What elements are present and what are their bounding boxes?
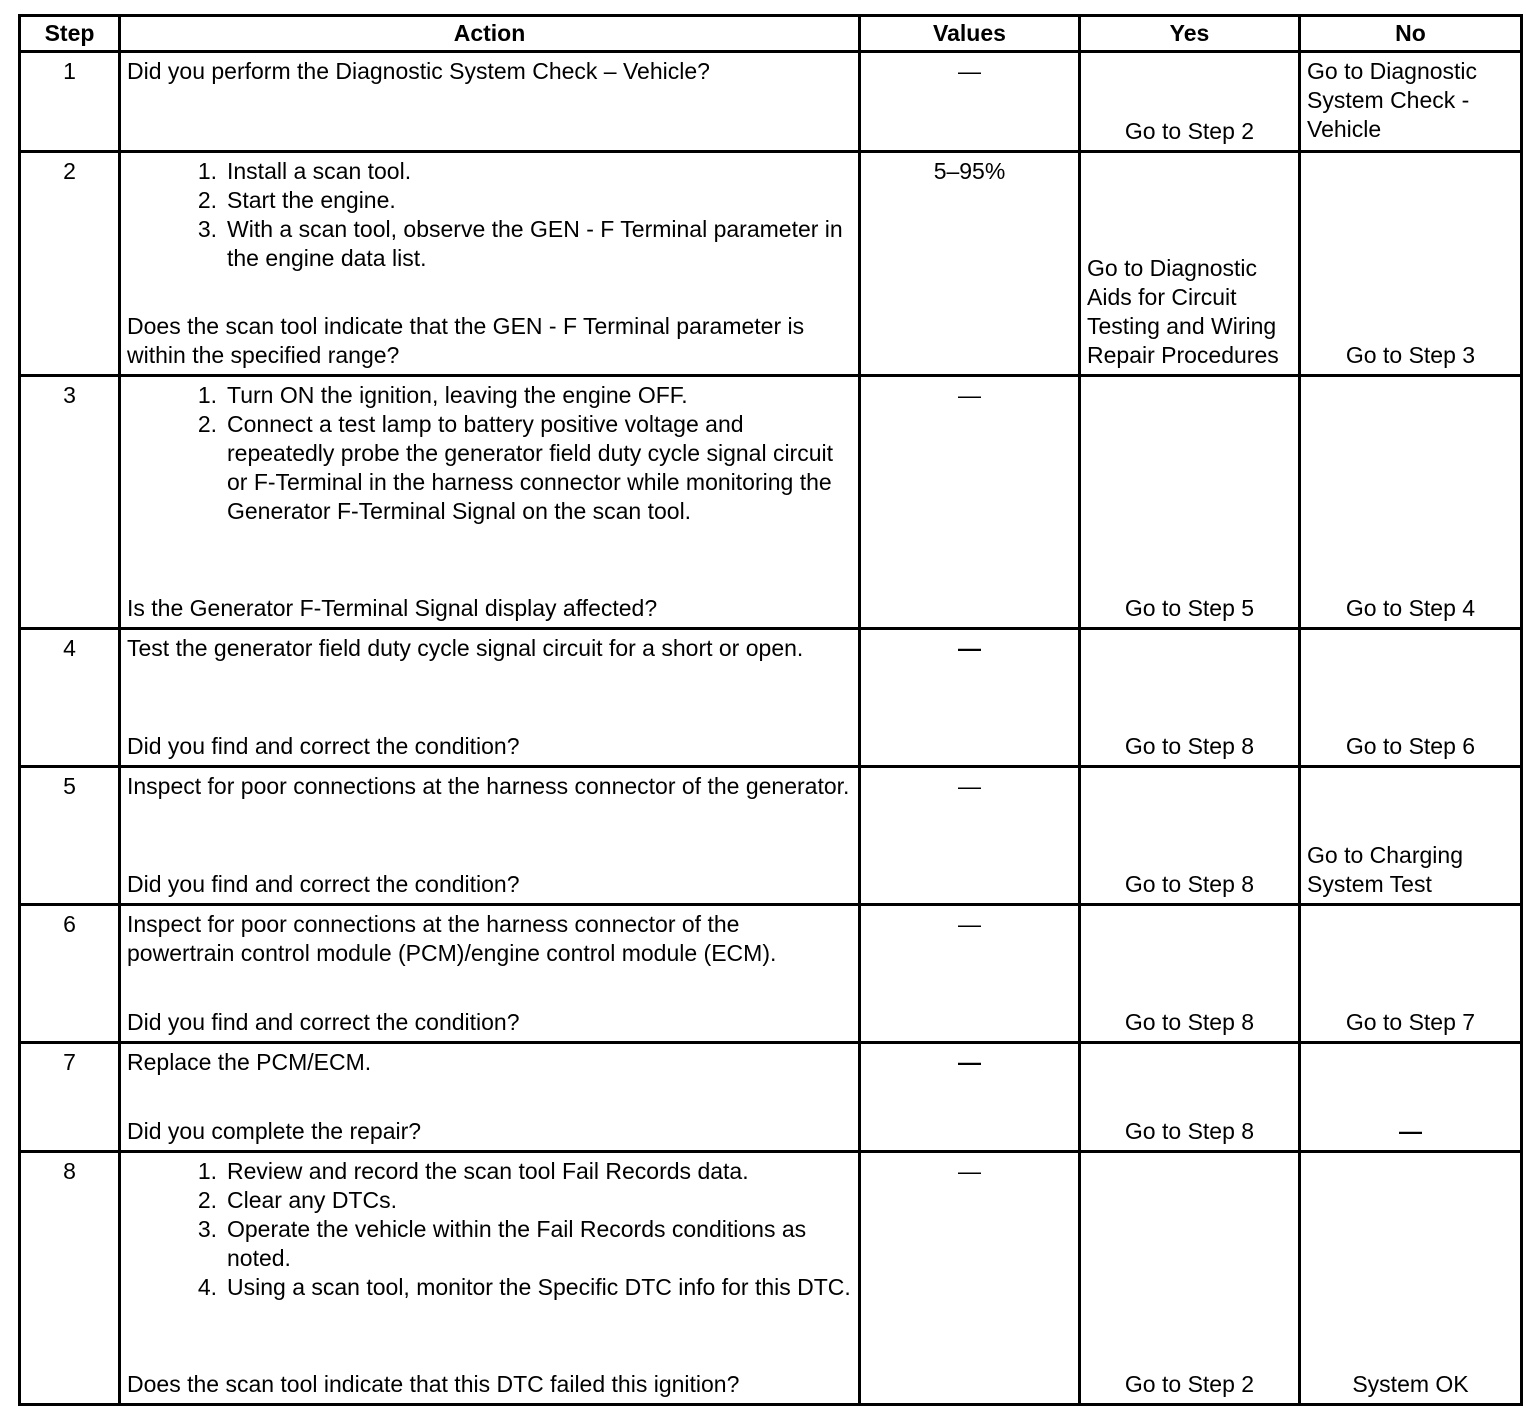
yes-cell <box>1080 905 1300 1043</box>
yes-cell <box>1080 152 1300 376</box>
values-cell: — <box>860 1152 1080 1405</box>
step-number: 2 <box>20 152 120 376</box>
action-question: Is the Generator F-Terminal Signal display affected? <box>127 595 658 621</box>
table-row <box>20 152 1522 376</box>
yes-link[interactable]: Go to Step 8 <box>1124 733 1255 759</box>
header-row <box>20 16 1522 52</box>
table-row <box>20 376 1522 629</box>
list-item: 2. Connect a test lamp to battery positive voltage and repeatedly probe the generator field duty cycle signal circuit or F-Terminal in the harness connector while monitoring the Generator F-Terminal Signal on the scan tool. <box>197 411 834 524</box>
values-cell: — <box>860 629 1080 767</box>
no-value: System OK <box>1352 1371 1469 1397</box>
list-item: 3. With a scan tool, observe the GEN - F Terminal parameter in the engine data list. <box>197 216 843 271</box>
action-cell <box>120 376 860 629</box>
values-cell: — <box>860 52 1080 152</box>
yes-link[interactable]: Go to Step 8 <box>1124 1118 1255 1144</box>
table-row <box>20 52 1522 152</box>
action-steps-list <box>127 1157 852 1302</box>
values-cell: — <box>860 376 1080 629</box>
yes-link[interactable]: Go to Step 8 <box>1124 1009 1255 1035</box>
action-text: Test the generator field duty cycle signal circuit for a short or open. <box>127 635 804 661</box>
action-question: Does the scan tool indicate that this DTC failed this ignition? <box>127 1371 740 1397</box>
list-item: 2. Start the engine. <box>197 187 396 213</box>
action-cell <box>120 1152 860 1405</box>
yes-cell <box>1080 1043 1300 1152</box>
action-question: Did you find and correct the condition? <box>127 1009 520 1035</box>
header-step: Step <box>20 16 120 52</box>
list-item: 1. Turn ON the ignition, leaving the engine OFF. <box>197 382 688 408</box>
no-cell <box>1300 905 1522 1043</box>
step-number: 3 <box>20 376 120 629</box>
table-row <box>20 767 1522 905</box>
list-item: 2. Clear any DTCs. <box>197 1187 397 1213</box>
yes-cell <box>1080 376 1300 629</box>
yes-cell <box>1080 629 1300 767</box>
no-link[interactable]: Go to Diagnostic System Check - Vehicle <box>1307 58 1478 142</box>
no-link[interactable]: Go to Step 6 <box>1345 733 1476 759</box>
step-number: 6 <box>20 905 120 1043</box>
yes-cell <box>1080 1152 1300 1405</box>
action-cell <box>120 1043 860 1152</box>
diagnostic-table <box>18 14 1523 1406</box>
yes-link[interactable]: Go to Step 8 <box>1124 871 1255 897</box>
action-steps-list <box>127 157 852 273</box>
no-link[interactable]: Go to Step 7 <box>1345 1009 1476 1035</box>
step-number: 8 <box>20 1152 120 1405</box>
action-text: Replace the PCM/ECM. <box>127 1049 372 1075</box>
list-item: 1. Install a scan tool. <box>197 158 412 184</box>
yes-cell <box>1080 767 1300 905</box>
action-cell <box>120 905 860 1043</box>
values-cell: — <box>860 1043 1080 1152</box>
no-value: — <box>1399 1118 1422 1144</box>
table-row <box>20 1043 1522 1152</box>
no-link[interactable]: Go to Step 4 <box>1345 595 1476 621</box>
step-number: 5 <box>20 767 120 905</box>
table-row <box>20 1152 1522 1405</box>
step-number: 1 <box>20 52 120 152</box>
action-cell <box>120 629 860 767</box>
no-link[interactable]: Go to Step 3 <box>1345 342 1476 368</box>
table-row <box>20 905 1522 1043</box>
step-number: 4 <box>20 629 120 767</box>
no-link[interactable]: Go to Charging System Test <box>1307 842 1463 897</box>
header-yes: Yes <box>1080 16 1300 52</box>
action-steps-list <box>127 381 852 526</box>
no-cell <box>1300 1152 1522 1405</box>
yes-link[interactable]: Go to Diagnostic Aids for Circuit Testing and Wiring Repair Procedures <box>1087 255 1279 368</box>
header-values: Values <box>860 16 1080 52</box>
action-cell <box>120 52 860 152</box>
yes-link[interactable]: Go to Step 2 <box>1124 118 1255 144</box>
action-question: Did you find and correct the condition? <box>127 871 520 897</box>
no-cell <box>1300 629 1522 767</box>
action-question: Did you complete the repair? <box>127 1118 422 1144</box>
table-row <box>20 629 1522 767</box>
list-item: 4. Using a scan tool, monitor the Specific DTC info for this DTC. <box>197 1274 851 1300</box>
values-cell: — <box>860 767 1080 905</box>
no-cell <box>1300 152 1522 376</box>
step-number: 7 <box>20 1043 120 1152</box>
list-item: 3. Operate the vehicle within the Fail Records conditions as noted. <box>197 1216 807 1271</box>
action-cell <box>120 152 860 376</box>
header-action: Action <box>120 16 860 52</box>
yes-cell <box>1080 52 1300 152</box>
action-text: Inspect for poor connections at the harness connector of the powertrain control module (PCM)/engine control module (ECM). <box>127 911 777 966</box>
header-no: No <box>1300 16 1522 52</box>
no-cell <box>1300 376 1522 629</box>
action-text: Inspect for poor connections at the harness connector of the generator. <box>127 773 850 799</box>
action-text: Did you perform the Diagnostic System Check – Vehicle? <box>127 58 710 84</box>
action-question: Did you find and correct the condition? <box>127 733 520 759</box>
values-cell: 5–95% <box>860 152 1080 376</box>
yes-link[interactable]: Go to Step 5 <box>1124 595 1255 621</box>
action-cell <box>120 767 860 905</box>
list-item: 1. Review and record the scan tool Fail Records data. <box>197 1158 749 1184</box>
values-cell: — <box>860 905 1080 1043</box>
no-cell <box>1300 52 1522 152</box>
no-cell <box>1300 1043 1522 1152</box>
yes-link[interactable]: Go to Step 2 <box>1124 1371 1255 1397</box>
no-cell <box>1300 767 1522 905</box>
action-question: Does the scan tool indicate that the GEN - F Terminal parameter is within the specified range? <box>127 313 805 368</box>
